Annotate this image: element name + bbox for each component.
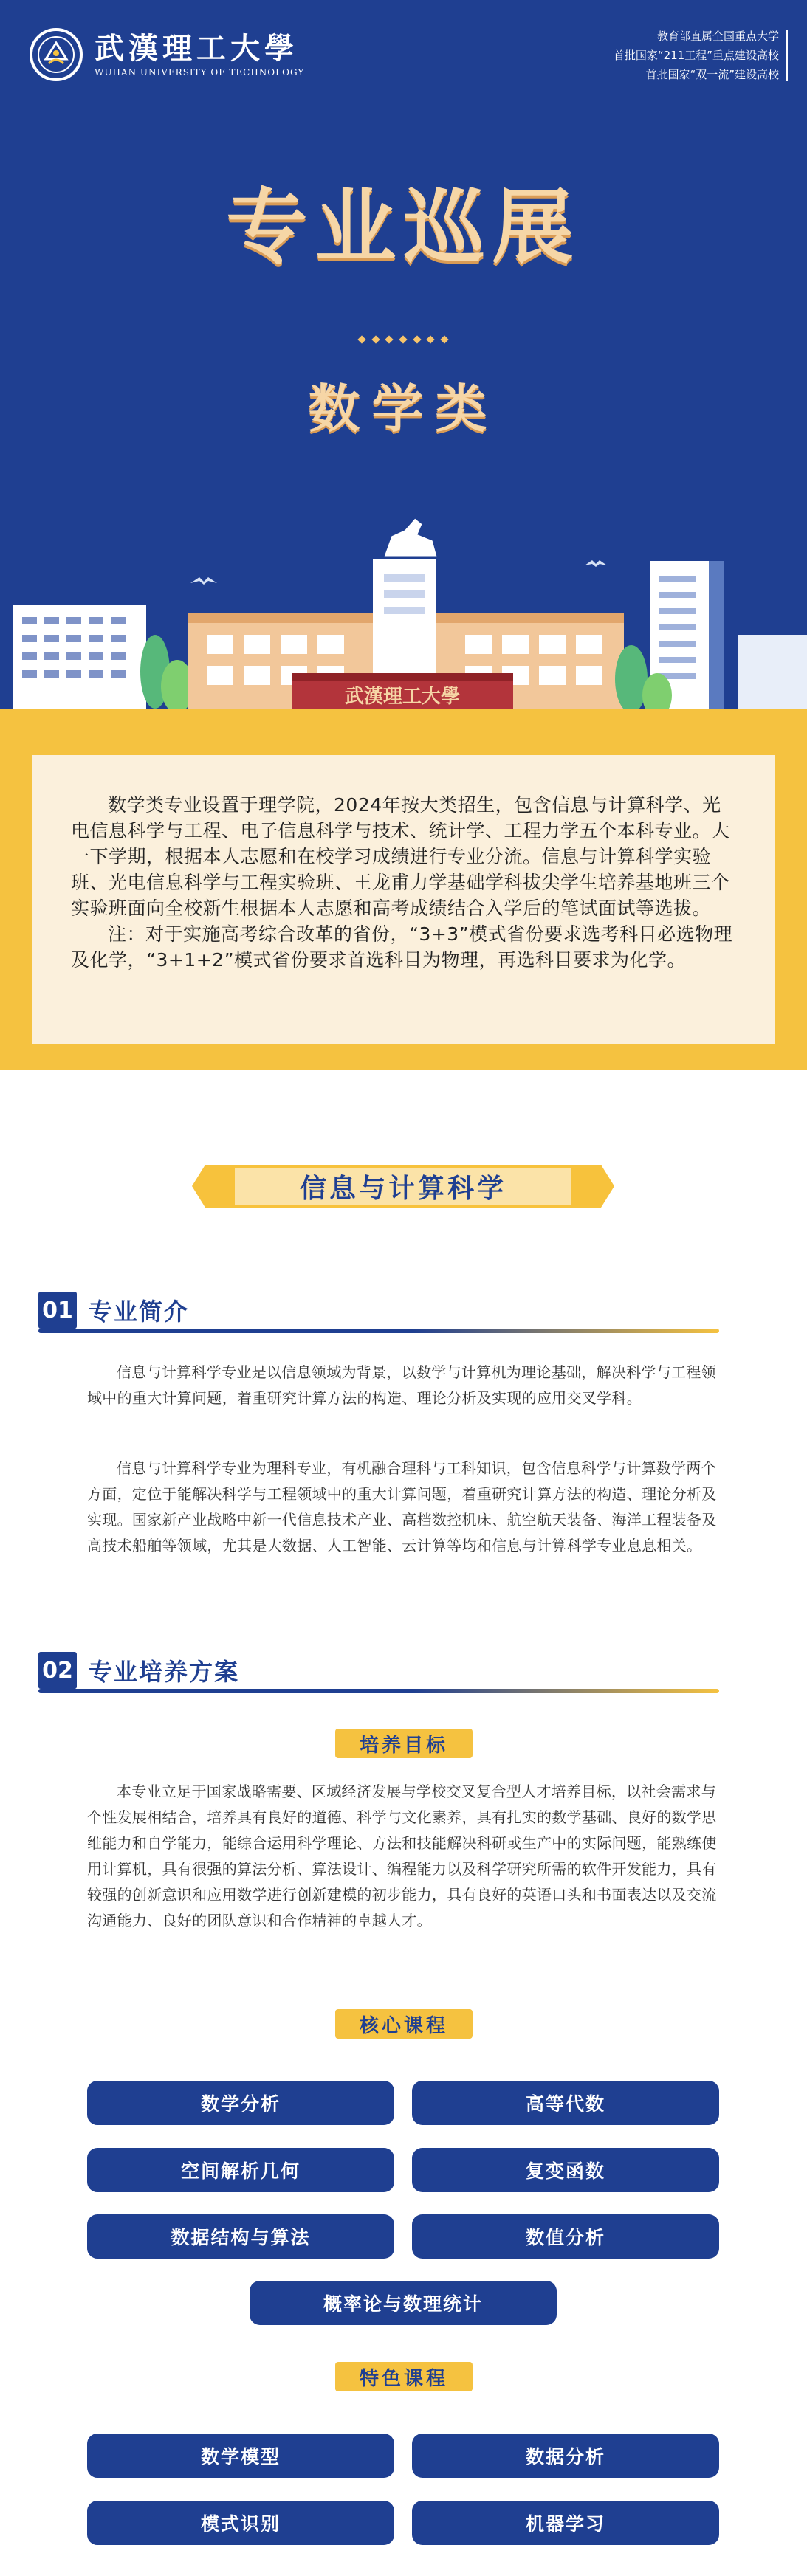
page-title: 专业巡展	[226, 179, 581, 275]
core-course-button[interactable]: 概率论与数理统计	[250, 2281, 557, 2325]
horse-statue-icon	[384, 518, 437, 557]
feature-course-button[interactable]: 数据分析	[412, 2434, 719, 2478]
core-course-button[interactable]: 数值分析	[412, 2214, 719, 2259]
major-title: 信息与计算科学	[299, 1173, 506, 1204]
category-title: 数学类	[308, 378, 499, 439]
intro-note: 注：对于实施高考综合改革的省份，“3+3”模式省份要求选考科目必选物理及化学，“3+1+2”模式省份要求首选科目为物理，再选科目要求为化学。	[71, 923, 733, 971]
section-number: 02	[38, 1652, 77, 1689]
feature-course-button[interactable]: 模式识别	[87, 2501, 394, 2545]
section-heading-program	[38, 1650, 239, 1691]
core-course-button[interactable]: 数据结构与算法	[87, 2214, 394, 2259]
university-emblem-icon	[30, 28, 83, 81]
university-taglines	[614, 27, 779, 84]
section-number: 01	[38, 1292, 77, 1329]
gate-sign-text: 武漢理工大學	[344, 686, 461, 708]
intro-text-paragraph: 信息与计算科学专业是以信息领域为背景，以数学与计算机为理论基础，解决科学与工程领域中的重大计算问题，着重研究计算方法的构造、理论分析及实现的应用交叉学科。	[87, 1363, 716, 1407]
core-label-pill	[335, 2009, 473, 2039]
feature-courses-label: 特色课程	[359, 2367, 448, 2390]
goal-label-pill	[335, 1729, 473, 1758]
bird-icon	[585, 560, 607, 567]
bird-icon	[190, 577, 217, 585]
university-logo[interactable]	[30, 28, 304, 81]
major-title-banner	[205, 1165, 601, 1208]
section-title: 专业培养方案	[89, 1658, 240, 1686]
university-name-cn: 武漢理工大學	[95, 31, 298, 66]
section-heading-intro	[38, 1289, 189, 1331]
intro-paragraph: 数学类专业设置于理学院，2024年按大类招生，包含信息与计算科学、光电信息科学与工程、电子信息科学与技术、统计学、工程力学五个本科专业。大一下学期，根据本人志愿和在校学习成绩进行专业分流。信息与计算科学实验班、光电信息科学与工程实验班、王龙甫力学基础学科拔尖学生培养基地班三个实验班面向全校新生根据本人志愿和高考成绩结合入学后的笔试面试等选拔。	[71, 794, 730, 919]
core-course-button[interactable]: 复变函数	[412, 2148, 719, 2192]
campus-illustration	[0, 509, 807, 727]
core-course-button[interactable]: 空间解析几何	[87, 2148, 394, 2192]
goal-label: 培养目标	[359, 1734, 448, 1757]
core-courses-label: 核心课程	[359, 2014, 448, 2037]
core-course-button[interactable]: 数学分析	[87, 2081, 394, 2125]
divider-ornament	[359, 334, 447, 345]
tagline-item: 教育部直属全国重点大学	[656, 30, 779, 43]
core-course-button[interactable]: 高等代数	[412, 2081, 719, 2125]
tagline-item: 首批国家“双一流”建设高校	[645, 68, 779, 81]
goal-text: 本专业立足于国家战略需要、区域经济发展与学校交叉复合型人才培养目标，以社会需求与个性发展相结合，培养具有良好的道德、科学与文化素养，具有扎实的数学基础、良好的数学思维能力和自学能力，能综合运用科学理论、方法和技能解决科研或生产中的实际问题，能熟练使用计算机，具有很强的算法分析、算法设计、编程能力以及科学研究所需的软件开发能力，具有较强的创新意识和应用数学进行创新建模的初步能力，具有良好的英语口头和书面表达以及交流沟通能力、良好的团队意识和合作精神的卓越人才。	[87, 1783, 717, 1929]
section-title: 专业简介	[89, 1298, 190, 1326]
intro-box	[32, 755, 775, 1044]
feature-course-button[interactable]: 机器学习	[412, 2501, 719, 2545]
feature-course-button[interactable]: 数学模型	[87, 2434, 394, 2478]
section-underline	[38, 1329, 719, 1333]
tagline-divider	[786, 30, 788, 81]
tagline-item: 首批国家“211工程”重点建设高校	[613, 49, 779, 62]
section-underline	[38, 1689, 719, 1693]
intro-text-paragraph: 信息与计算科学专业为理科专业，有机融合理科与工科知识，包含信息科学与计算数学两个方面，定位于能解决科学与工程领域中的重大计算问题，着重研究计算方法的构造、理论分析及实现。国家新产业战略中新一代信息技术产业、高档数控机床、航空航天装备、海洋工程装备及高技术船舶等领域，尤其是大数据、人工智能、云计算等均和信息与计算科学专业息息相关。	[87, 1459, 717, 1554]
hero-banner	[0, 0, 807, 727]
feature-label-pill	[335, 2362, 473, 2391]
university-name-en: WUHAN UNIVERSITY OF TECHNOLOGY	[95, 67, 305, 78]
